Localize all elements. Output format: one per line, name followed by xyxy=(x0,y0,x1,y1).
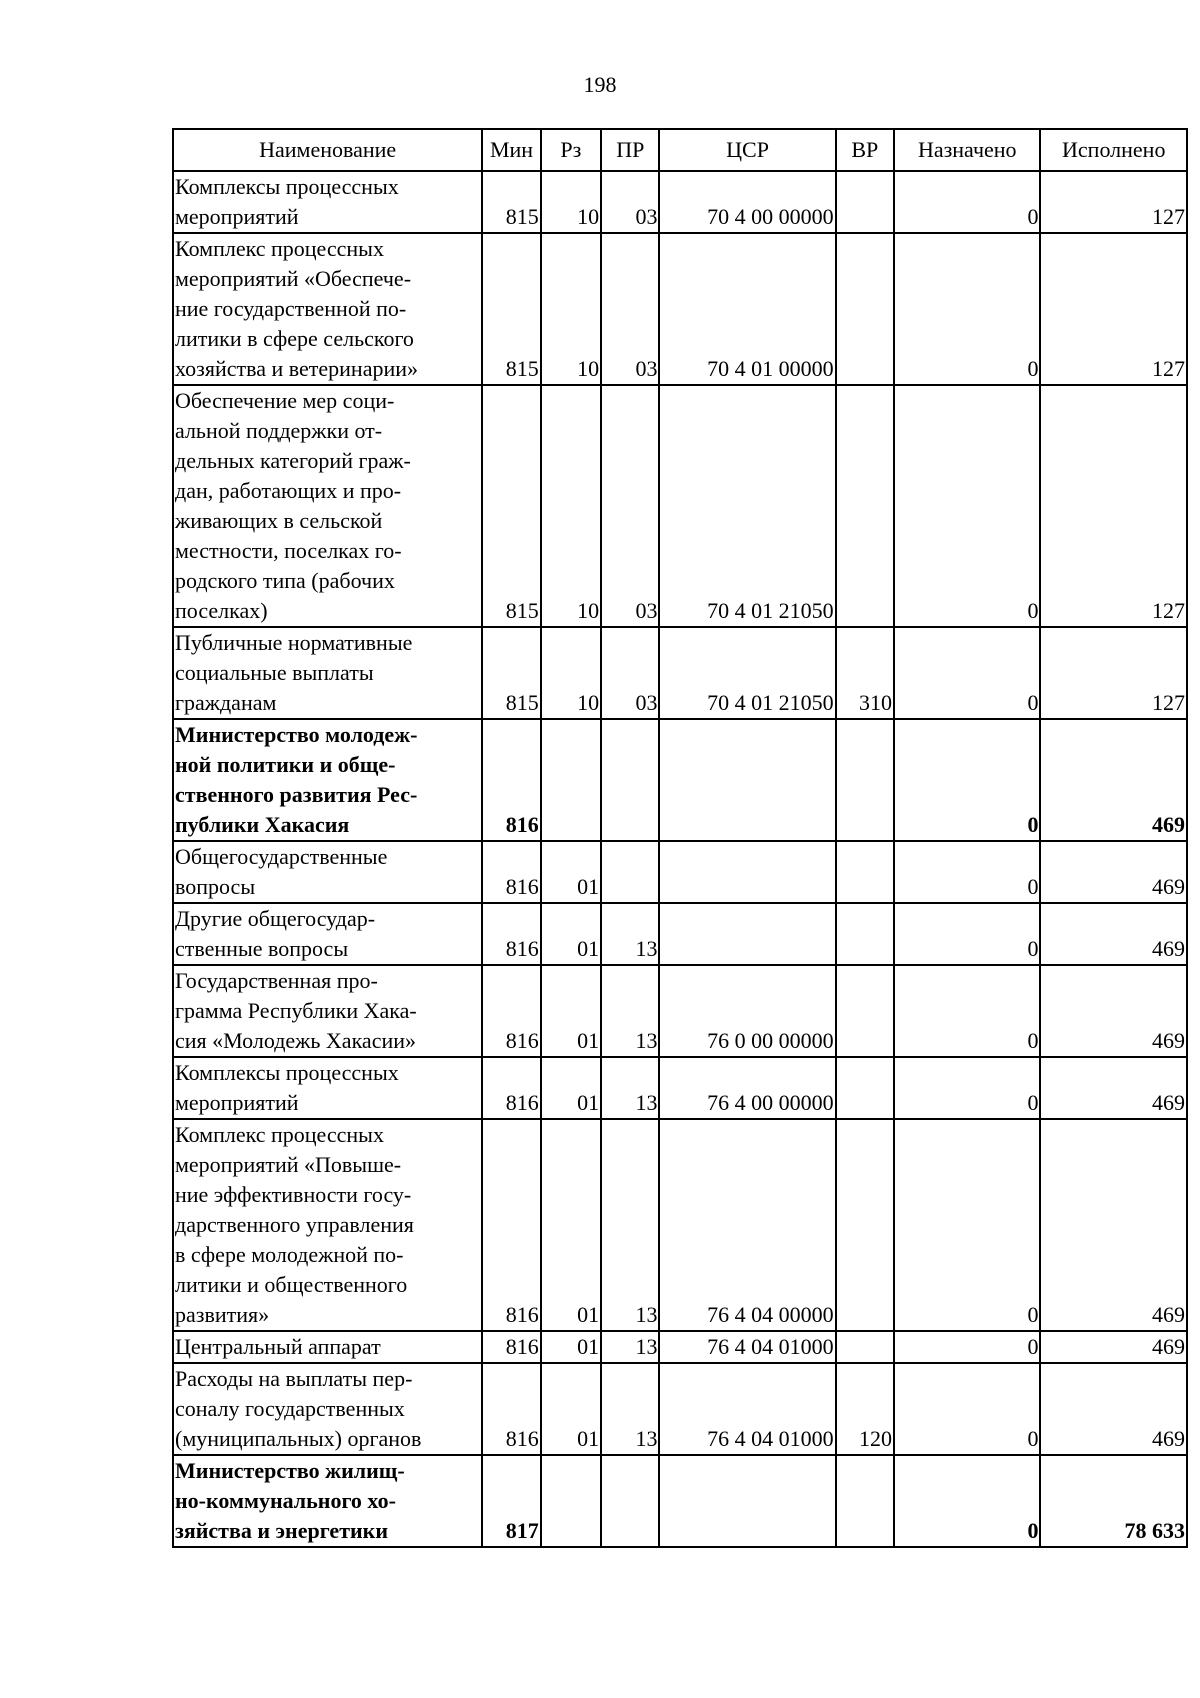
cell-rz: 01 xyxy=(541,965,601,1057)
cell-assigned: 0 xyxy=(894,627,1040,719)
cell-min: 816 xyxy=(482,903,540,965)
cell-executed: 469 xyxy=(1040,903,1187,965)
cell-pr: 13 xyxy=(601,1057,659,1119)
cell-csr: 70 4 01 00000 xyxy=(659,233,835,385)
table-row xyxy=(173,965,1187,1057)
cell-csr: 76 0 00 00000 xyxy=(659,965,835,1057)
cell-executed: 469 xyxy=(1040,841,1187,903)
cell-csr: 76 4 00 00000 xyxy=(659,1057,835,1119)
cell-pr: 03 xyxy=(601,171,659,233)
cell-rz: 10 xyxy=(541,385,601,627)
cell-name: Расходы на выплаты пер- соналу государственных (муниципальных) органов xyxy=(173,1363,482,1455)
cell-min: 816 xyxy=(482,1119,540,1331)
cell-executed: 469 xyxy=(1040,719,1187,841)
cell-rz: 10 xyxy=(541,627,601,719)
cell-csr: 76 4 04 00000 xyxy=(659,1119,835,1331)
cell-name: Министерство молодеж- ной политики и обще- ственного развития Рес- публики Хакасия xyxy=(173,719,482,841)
cell-executed: 127 xyxy=(1040,233,1187,385)
table-row xyxy=(173,171,1187,233)
cell-csr xyxy=(659,1455,835,1547)
cell-pr: 03 xyxy=(601,627,659,719)
cell-executed: 469 xyxy=(1040,1363,1187,1455)
cell-pr xyxy=(601,1455,659,1547)
cell-min: 816 xyxy=(482,1331,540,1363)
cell-executed: 127 xyxy=(1040,171,1187,233)
cell-assigned: 0 xyxy=(894,719,1040,841)
cell-assigned: 0 xyxy=(894,385,1040,627)
cell-pr xyxy=(601,841,659,903)
cell-assigned: 0 xyxy=(894,1331,1040,1363)
header-csr: ЦСР xyxy=(659,129,835,171)
cell-rz: 01 xyxy=(541,1119,601,1331)
cell-assigned: 0 xyxy=(894,1119,1040,1331)
header-assigned: Назначено xyxy=(894,129,1040,171)
cell-name: Общегосударственные вопросы xyxy=(173,841,482,903)
cell-assigned: 0 xyxy=(894,1455,1040,1547)
header-rz: Рз xyxy=(541,129,601,171)
header-pr: ПР xyxy=(601,129,659,171)
cell-csr xyxy=(659,903,835,965)
table-row xyxy=(173,1331,1187,1363)
cell-vr: 310 xyxy=(836,627,894,719)
cell-min: 816 xyxy=(482,965,540,1057)
cell-rz xyxy=(541,1455,601,1547)
cell-executed: 127 xyxy=(1040,627,1187,719)
cell-csr xyxy=(659,841,835,903)
cell-executed: 469 xyxy=(1040,965,1187,1057)
cell-executed: 469 xyxy=(1040,1119,1187,1331)
cell-rz: 01 xyxy=(541,841,601,903)
cell-min: 816 xyxy=(482,719,540,841)
cell-pr: 13 xyxy=(601,1363,659,1455)
cell-executed: 78 633 xyxy=(1040,1455,1187,1547)
cell-pr: 03 xyxy=(601,233,659,385)
cell-pr: 13 xyxy=(601,1119,659,1331)
cell-vr xyxy=(836,719,894,841)
cell-vr xyxy=(836,1057,894,1119)
cell-rz: 01 xyxy=(541,903,601,965)
cell-vr xyxy=(836,903,894,965)
table-row xyxy=(173,1363,1187,1455)
budget-table xyxy=(172,128,1188,1548)
cell-min: 816 xyxy=(482,1057,540,1119)
cell-executed: 469 xyxy=(1040,1057,1187,1119)
cell-rz: 10 xyxy=(541,171,601,233)
cell-csr: 76 4 04 01000 xyxy=(659,1363,835,1455)
cell-name: Комплекс процессных мероприятий «Обеспече- ние государственной по- литики в сфере сельского хозяйства и ветеринарии» xyxy=(173,233,482,385)
cell-name: Комплекс процессных мероприятий «Повыше- ние эффективности госу- дарственного управления в сфере молодежной по- литики и общественного развития» xyxy=(173,1119,482,1331)
cell-assigned: 0 xyxy=(894,965,1040,1057)
cell-assigned: 0 xyxy=(894,903,1040,965)
header-min: Мин xyxy=(482,129,540,171)
cell-name: Комплексы процессных мероприятий xyxy=(173,1057,482,1119)
table-row xyxy=(173,385,1187,627)
table-row xyxy=(173,719,1187,841)
cell-pr: 13 xyxy=(601,965,659,1057)
cell-vr xyxy=(836,385,894,627)
cell-vr xyxy=(836,1331,894,1363)
table-row xyxy=(173,1057,1187,1119)
cell-assigned: 0 xyxy=(894,233,1040,385)
table-row xyxy=(173,903,1187,965)
cell-min: 816 xyxy=(482,1363,540,1455)
cell-name: Комплексы процессных мероприятий xyxy=(173,171,482,233)
cell-executed: 469 xyxy=(1040,1331,1187,1363)
cell-vr xyxy=(836,1455,894,1547)
cell-csr xyxy=(659,719,835,841)
cell-vr xyxy=(836,841,894,903)
cell-rz: 01 xyxy=(541,1363,601,1455)
cell-csr: 70 4 00 00000 xyxy=(659,171,835,233)
cell-pr xyxy=(601,719,659,841)
cell-assigned: 0 xyxy=(894,1057,1040,1119)
cell-csr: 76 4 04 01000 xyxy=(659,1331,835,1363)
header-vr: ВР xyxy=(836,129,894,171)
header-name: Наименование xyxy=(173,129,482,171)
cell-vr xyxy=(836,233,894,385)
cell-rz: 10 xyxy=(541,233,601,385)
cell-executed: 127 xyxy=(1040,385,1187,627)
table-header-row xyxy=(173,129,1187,171)
cell-name: Обеспечение мер соци- альной поддержки от- дельных категорий граж- дан, работающих и про- живающих в сельской местности, поселках го- родского типа (рабочих поселках) xyxy=(173,385,482,627)
cell-name: Публичные нормативные социальные выплаты гражданам xyxy=(173,627,482,719)
table-body xyxy=(173,171,1187,1547)
cell-assigned: 0 xyxy=(894,1363,1040,1455)
cell-name: Центральный аппарат xyxy=(173,1331,482,1363)
cell-rz: 01 xyxy=(541,1057,601,1119)
cell-assigned: 0 xyxy=(894,171,1040,233)
table-row xyxy=(173,233,1187,385)
cell-assigned: 0 xyxy=(894,841,1040,903)
table-row xyxy=(173,1455,1187,1547)
cell-vr xyxy=(836,1119,894,1331)
cell-csr: 70 4 01 21050 xyxy=(659,385,835,627)
cell-vr: 120 xyxy=(836,1363,894,1455)
cell-min: 817 xyxy=(482,1455,540,1547)
cell-name: Другие общегосудар- ственные вопросы xyxy=(173,903,482,965)
cell-rz: 01 xyxy=(541,1331,601,1363)
cell-min: 816 xyxy=(482,841,540,903)
cell-pr: 13 xyxy=(601,1331,659,1363)
cell-name: Министерство жилищ- но-коммунального хо- зяйства и энергетики xyxy=(173,1455,482,1547)
cell-min: 815 xyxy=(482,627,540,719)
cell-pr: 03 xyxy=(601,385,659,627)
cell-vr xyxy=(836,965,894,1057)
table-row xyxy=(173,627,1187,719)
table-row xyxy=(173,841,1187,903)
cell-pr: 13 xyxy=(601,903,659,965)
cell-csr: 70 4 01 21050 xyxy=(659,627,835,719)
cell-name: Государственная про- грамма Республики Хака- сия «Молодежь Хакасии» xyxy=(173,965,482,1057)
cell-vr xyxy=(836,171,894,233)
page-number: 198 xyxy=(583,72,617,97)
cell-rz xyxy=(541,719,601,841)
cell-min: 815 xyxy=(482,171,540,233)
cell-min: 815 xyxy=(482,233,540,385)
header-executed: Исполнено xyxy=(1040,129,1187,171)
table-row xyxy=(173,1119,1187,1331)
cell-min: 815 xyxy=(482,385,540,627)
